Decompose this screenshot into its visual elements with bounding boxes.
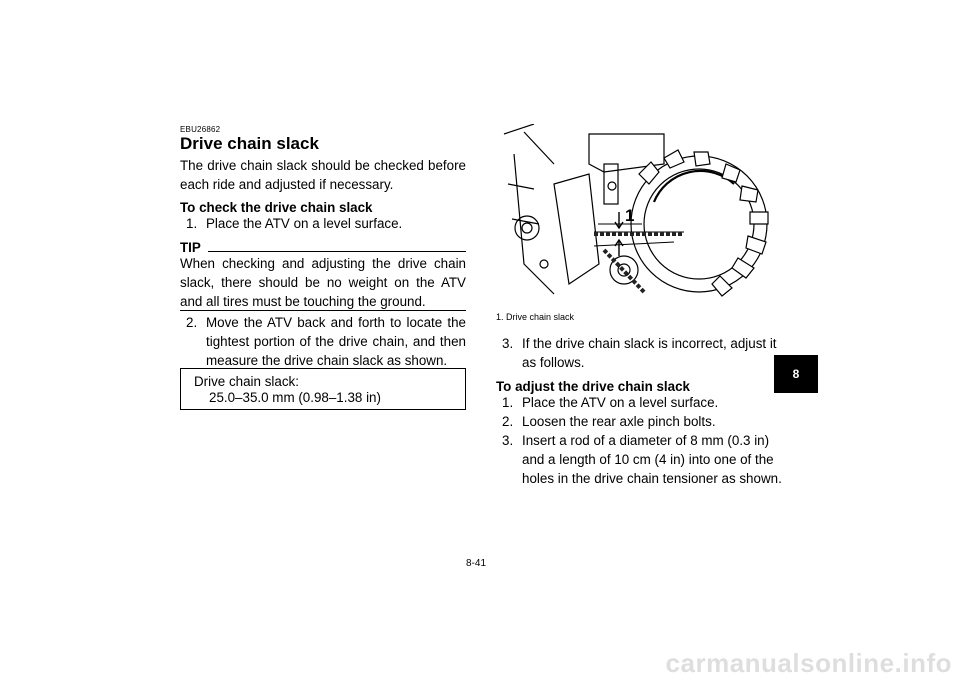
tip-top-rule — [208, 251, 466, 252]
check-step-2 — [186, 313, 466, 370]
caption-text: Drive chain slack — [506, 312, 575, 322]
adjust-step-2 — [502, 412, 784, 431]
step-text: Loosen the rear axle pinch bolts. — [522, 414, 716, 429]
step-text: Move the ATV back and forth to locate the tightest portion of the drive chain, and then measure the drive chain slack as shown. — [206, 315, 466, 368]
figure-caption — [496, 312, 574, 322]
check-step-1 — [186, 214, 466, 233]
tip-label: TIP — [180, 240, 201, 255]
section-title: Drive chain slack — [180, 134, 319, 153]
section-code: EBU26862 — [180, 125, 221, 134]
step-number: 3. — [502, 336, 514, 351]
spec-box — [180, 368, 466, 410]
tip-text: When checking and adjusting the drive chain slack, there should be no weight on the ATV and all tires must be touching the ground. — [180, 256, 466, 309]
intro-paragraph: The drive chain slack should be checked before each ride and adjusted if necessary. — [180, 158, 466, 192]
step-number: 1. — [502, 395, 514, 410]
adjust-heading: To adjust the drive chain slack — [496, 379, 690, 394]
step-text: Insert a rod of a diameter of 8 mm (0.3 in) and a length of 10 cm (4 in) into one of the holes in the drive chain tensioner as shown. — [522, 433, 782, 486]
step-3 — [502, 334, 784, 372]
check-heading: To check the drive chain slack — [180, 200, 373, 215]
tip-bottom-rule — [180, 310, 466, 311]
caption-number: 1. — [496, 312, 504, 322]
adjust-step-1 — [502, 393, 784, 412]
step-number: 2. — [502, 414, 514, 429]
chapter-tab: 8 — [774, 355, 818, 393]
step-text: If the drive chain slack is incorrect, adjust it as follows. — [522, 336, 777, 370]
step-number: 1. — [186, 216, 198, 231]
adjust-step-3 — [502, 431, 784, 488]
step-text: Place the ATV on a level surface. — [206, 216, 403, 231]
spec-label: Drive chain slack: — [194, 374, 299, 389]
step-text: Place the ATV on a level surface. — [522, 395, 719, 410]
figure-callout: 1 — [625, 206, 635, 225]
drive-chain-illustration — [494, 124, 784, 302]
step-number: 2. — [186, 315, 198, 330]
spec-value: 25.0–35.0 mm (0.98–1.38 in) — [209, 390, 381, 405]
page-number: 8-41 — [466, 558, 487, 569]
watermark: carmanualsonline.info — [665, 648, 952, 678]
step-number: 3. — [502, 433, 514, 448]
